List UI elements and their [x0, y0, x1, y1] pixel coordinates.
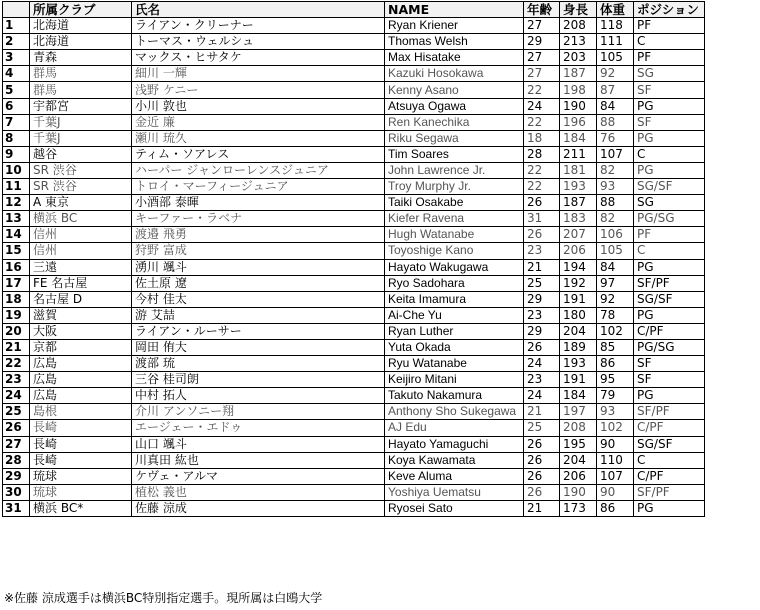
cell-no: 23 [3, 372, 30, 388]
cell-club: 三遠 [30, 259, 132, 275]
cell-name-en: AJ Edu [385, 420, 524, 436]
cell-height: 207 [560, 227, 597, 243]
cell-height: 195 [560, 436, 597, 452]
roster-sheet [2, 1, 705, 517]
cell-position: PG [634, 500, 705, 516]
cell-weight: 90 [597, 484, 634, 500]
table-row [3, 452, 705, 468]
table-row [3, 146, 705, 162]
cell-age: 26 [524, 339, 560, 355]
cell-position: PF [634, 50, 705, 66]
cell-club: 宇都宮 [30, 98, 132, 114]
cell-club: 群馬 [30, 66, 132, 82]
cell-age: 29 [524, 323, 560, 339]
cell-height: 198 [560, 82, 597, 98]
cell-name-ja: 中村 拓人 [132, 388, 385, 404]
cell-position: C [634, 243, 705, 259]
cell-name-ja: 狩野 富成 [132, 243, 385, 259]
table-row [3, 18, 705, 34]
table-row [3, 179, 705, 195]
cell-club: 琉球 [30, 484, 132, 500]
table-row [3, 307, 705, 323]
cell-position: SG/SF [634, 291, 705, 307]
cell-club: 千葉J [30, 130, 132, 146]
cell-age: 22 [524, 179, 560, 195]
cell-position: C/PF [634, 323, 705, 339]
cell-name-en: Hayato Yamaguchi [385, 436, 524, 452]
cell-club: 広島 [30, 388, 132, 404]
header-weight: 体重 [597, 2, 634, 18]
cell-weight: 87 [597, 82, 634, 98]
cell-name-ja: ハーパー ジャンローレンスジュニア [132, 162, 385, 178]
cell-no: 7 [3, 114, 30, 130]
header-position: ポジション [634, 2, 705, 18]
cell-no: 24 [3, 388, 30, 404]
cell-no: 12 [3, 195, 30, 211]
cell-name-ja: エージェー・エドゥ [132, 420, 385, 436]
cell-no: 25 [3, 404, 30, 420]
cell-name-en: Anthony Sho Sukegawa [385, 404, 524, 420]
cell-weight: 93 [597, 179, 634, 195]
roster-body [3, 18, 705, 517]
cell-age: 18 [524, 130, 560, 146]
cell-position: SG/SF [634, 436, 705, 452]
cell-club: 青森 [30, 50, 132, 66]
table-row [3, 420, 705, 436]
cell-height: 206 [560, 243, 597, 259]
table-row [3, 114, 705, 130]
cell-height: 189 [560, 339, 597, 355]
cell-height: 184 [560, 130, 597, 146]
cell-height: 190 [560, 484, 597, 500]
cell-age: 27 [524, 50, 560, 66]
cell-weight: 76 [597, 130, 634, 146]
cell-height: 193 [560, 179, 597, 195]
cell-height: 187 [560, 195, 597, 211]
header-club: 所属クラブ [30, 2, 132, 18]
cell-position: SF [634, 356, 705, 372]
cell-weight: 86 [597, 356, 634, 372]
cell-name-ja: 細川 一輝 [132, 66, 385, 82]
cell-no: 3 [3, 50, 30, 66]
cell-name-en: Hugh Watanabe [385, 227, 524, 243]
cell-no: 20 [3, 323, 30, 339]
cell-club: 横浜 BC* [30, 500, 132, 516]
cell-name-ja: 介川 アンソニー翔 [132, 404, 385, 420]
cell-age: 31 [524, 211, 560, 227]
cell-name-ja: 佐藤 涼成 [132, 500, 385, 516]
cell-weight: 102 [597, 323, 634, 339]
cell-position: PG [634, 388, 705, 404]
table-row [3, 404, 705, 420]
footnote: ※佐藤 涼成選手は横浜BC特別指定選手。現所属は白鴎大学 [4, 591, 323, 605]
cell-weight: 118 [597, 18, 634, 34]
cell-club: 長崎 [30, 436, 132, 452]
cell-club: 北海道 [30, 18, 132, 34]
cell-name-ja: ライアン・クリーナー [132, 18, 385, 34]
cell-club: 京都 [30, 339, 132, 355]
cell-club: A 東京 [30, 195, 132, 211]
cell-no: 16 [3, 259, 30, 275]
table-row [3, 323, 705, 339]
cell-club: SR 渋谷 [30, 162, 132, 178]
table-row [3, 50, 705, 66]
cell-no: 8 [3, 130, 30, 146]
header-name-ja: 氏名 [132, 2, 385, 18]
cell-weight: 107 [597, 468, 634, 484]
cell-name-ja: 渡部 琉 [132, 356, 385, 372]
cell-name-ja: 山口 颯斗 [132, 436, 385, 452]
cell-name-ja: キーファー・ラベナ [132, 211, 385, 227]
cell-no: 29 [3, 468, 30, 484]
cell-age: 25 [524, 275, 560, 291]
table-row [3, 66, 705, 82]
cell-name-en: Ryosei Sato [385, 500, 524, 516]
cell-weight: 93 [597, 404, 634, 420]
cell-position: SG [634, 66, 705, 82]
cell-age: 27 [524, 66, 560, 82]
cell-name-en: John Lawrence Jr. [385, 162, 524, 178]
cell-height: 196 [560, 114, 597, 130]
cell-position: PG [634, 130, 705, 146]
cell-name-ja: 川真田 紘也 [132, 452, 385, 468]
cell-weight: 88 [597, 195, 634, 211]
cell-name-ja: 金近 廉 [132, 114, 385, 130]
table-row [3, 259, 705, 275]
cell-no: 28 [3, 452, 30, 468]
table-row [3, 98, 705, 114]
cell-name-en: Max Hisatake [385, 50, 524, 66]
cell-age: 28 [524, 146, 560, 162]
cell-name-en: Kiefer Ravena [385, 211, 524, 227]
cell-name-en: Takuto Nakamura [385, 388, 524, 404]
cell-name-ja: 游 艾喆 [132, 307, 385, 323]
table-row [3, 34, 705, 50]
cell-height: 197 [560, 404, 597, 420]
table-row [3, 356, 705, 372]
cell-height: 173 [560, 500, 597, 516]
cell-position: C/PF [634, 468, 705, 484]
cell-weight: 95 [597, 372, 634, 388]
cell-name-ja: 岡田 侑大 [132, 339, 385, 355]
cell-no: 17 [3, 275, 30, 291]
cell-height: 211 [560, 146, 597, 162]
cell-name-ja: 小川 敦也 [132, 98, 385, 114]
table-row [3, 500, 705, 516]
cell-weight: 90 [597, 436, 634, 452]
cell-club: 千葉J [30, 114, 132, 130]
cell-position: SF/PF [634, 404, 705, 420]
header-name-en: NAME [385, 2, 524, 18]
cell-club: 北海道 [30, 34, 132, 50]
cell-age: 22 [524, 162, 560, 178]
cell-weight: 97 [597, 275, 634, 291]
cell-height: 204 [560, 323, 597, 339]
cell-position: PF [634, 18, 705, 34]
cell-position: SF [634, 114, 705, 130]
table-row [3, 82, 705, 98]
cell-name-en: Tim Soares [385, 146, 524, 162]
cell-club: 長崎 [30, 420, 132, 436]
cell-height: 204 [560, 452, 597, 468]
cell-age: 22 [524, 82, 560, 98]
cell-name-ja: 湧川 颯斗 [132, 259, 385, 275]
cell-weight: 88 [597, 114, 634, 130]
cell-position: C [634, 452, 705, 468]
cell-name-en: Keve Aluma [385, 468, 524, 484]
cell-height: 213 [560, 34, 597, 50]
cell-height: 193 [560, 356, 597, 372]
cell-name-en: Ryu Watanabe [385, 356, 524, 372]
cell-no: 31 [3, 500, 30, 516]
cell-no: 15 [3, 243, 30, 259]
cell-position: PG [634, 98, 705, 114]
cell-position: PG [634, 259, 705, 275]
cell-name-ja: 浅野 ケニー [132, 82, 385, 98]
cell-club: SR 渋谷 [30, 179, 132, 195]
cell-name-en: Keita Imamura [385, 291, 524, 307]
cell-height: 180 [560, 307, 597, 323]
cell-no: 4 [3, 66, 30, 82]
table-row [3, 339, 705, 355]
cell-name-ja: トロイ・マーフィージュニア [132, 179, 385, 195]
cell-name-en: Koya Kawamata [385, 452, 524, 468]
cell-club: 信州 [30, 227, 132, 243]
table-row [3, 130, 705, 146]
cell-club: 横浜 BC [30, 211, 132, 227]
cell-name-ja: 瀬川 琉久 [132, 130, 385, 146]
cell-no: 14 [3, 227, 30, 243]
cell-position: PG [634, 162, 705, 178]
cell-name-ja: 小酒部 泰暉 [132, 195, 385, 211]
cell-height: 187 [560, 66, 597, 82]
cell-name-en: Atsuya Ogawa [385, 98, 524, 114]
cell-no: 9 [3, 146, 30, 162]
cell-age: 24 [524, 356, 560, 372]
cell-weight: 102 [597, 420, 634, 436]
cell-name-ja: 三谷 桂司朗 [132, 372, 385, 388]
cell-club: 大阪 [30, 323, 132, 339]
cell-no: 19 [3, 307, 30, 323]
cell-club: 名古屋 D [30, 291, 132, 307]
cell-club: FE 名古屋 [30, 275, 132, 291]
cell-name-ja: 植松 義也 [132, 484, 385, 500]
cell-position: C/PF [634, 420, 705, 436]
cell-height: 190 [560, 98, 597, 114]
cell-position: SF [634, 82, 705, 98]
cell-age: 21 [524, 500, 560, 516]
cell-club: 広島 [30, 356, 132, 372]
header-no [3, 2, 30, 18]
cell-height: 184 [560, 388, 597, 404]
table-row [3, 195, 705, 211]
cell-height: 194 [560, 259, 597, 275]
cell-height: 191 [560, 372, 597, 388]
cell-name-ja: ケヴェ・アルマ [132, 468, 385, 484]
cell-name-ja: 佐土原 遼 [132, 275, 385, 291]
cell-position: SF/PF [634, 275, 705, 291]
cell-name-en: Keijiro Mitani [385, 372, 524, 388]
cell-no: 6 [3, 98, 30, 114]
cell-position: SF [634, 372, 705, 388]
cell-height: 183 [560, 211, 597, 227]
cell-age: 26 [524, 227, 560, 243]
cell-weight: 92 [597, 66, 634, 82]
cell-name-en: Troy Murphy Jr. [385, 179, 524, 195]
cell-club: 広島 [30, 372, 132, 388]
cell-weight: 79 [597, 388, 634, 404]
cell-name-ja: マックス・ヒサタケ [132, 50, 385, 66]
cell-weight: 92 [597, 291, 634, 307]
cell-age: 26 [524, 436, 560, 452]
cell-age: 22 [524, 114, 560, 130]
cell-name-en: Ren Kanechika [385, 114, 524, 130]
cell-club: 島根 [30, 404, 132, 420]
cell-no: 10 [3, 162, 30, 178]
cell-no: 13 [3, 211, 30, 227]
cell-age: 26 [524, 468, 560, 484]
cell-position: SG/SF [634, 179, 705, 195]
cell-weight: 84 [597, 259, 634, 275]
cell-no: 18 [3, 291, 30, 307]
cell-height: 191 [560, 291, 597, 307]
cell-name-en: Ryo Sadohara [385, 275, 524, 291]
cell-age: 26 [524, 195, 560, 211]
cell-position: SG [634, 195, 705, 211]
cell-position: PF [634, 227, 705, 243]
cell-weight: 107 [597, 146, 634, 162]
cell-weight: 84 [597, 98, 634, 114]
table-row [3, 484, 705, 500]
cell-weight: 105 [597, 50, 634, 66]
cell-name-en: Riku Segawa [385, 130, 524, 146]
table-row [3, 388, 705, 404]
cell-weight: 106 [597, 227, 634, 243]
cell-no: 26 [3, 420, 30, 436]
cell-position: PG/SG [634, 339, 705, 355]
cell-age: 29 [524, 291, 560, 307]
cell-name-en: Hayato Wakugawa [385, 259, 524, 275]
cell-age: 29 [524, 34, 560, 50]
table-row [3, 291, 705, 307]
cell-name-en: Yoshiya Uematsu [385, 484, 524, 500]
table-row [3, 162, 705, 178]
cell-weight: 86 [597, 500, 634, 516]
header-height: 身長 [560, 2, 597, 18]
cell-no: 11 [3, 179, 30, 195]
cell-position: PG [634, 307, 705, 323]
header-age: 年齢 [524, 2, 560, 18]
cell-age: 24 [524, 388, 560, 404]
cell-age: 26 [524, 452, 560, 468]
cell-position: PG/SG [634, 211, 705, 227]
table-row [3, 468, 705, 484]
cell-name-ja: ライアン・ルーサー [132, 323, 385, 339]
cell-no: 21 [3, 339, 30, 355]
cell-club: 越谷 [30, 146, 132, 162]
cell-age: 21 [524, 404, 560, 420]
cell-no: 27 [3, 436, 30, 452]
table-row [3, 227, 705, 243]
roster-table [2, 1, 705, 517]
cell-club: 滋賀 [30, 307, 132, 323]
cell-name-ja: トーマス・ウェルシュ [132, 34, 385, 50]
cell-club: 長崎 [30, 452, 132, 468]
cell-name-en: Taiki Osakabe [385, 195, 524, 211]
cell-age: 27 [524, 18, 560, 34]
cell-club: 琉球 [30, 468, 132, 484]
cell-height: 192 [560, 275, 597, 291]
cell-age: 21 [524, 259, 560, 275]
cell-weight: 78 [597, 307, 634, 323]
table-row [3, 243, 705, 259]
cell-age: 25 [524, 420, 560, 436]
cell-weight: 105 [597, 243, 634, 259]
cell-name-en: Ai-Che Yu [385, 307, 524, 323]
table-row [3, 275, 705, 291]
cell-height: 181 [560, 162, 597, 178]
cell-name-ja: 今村 佳太 [132, 291, 385, 307]
cell-position: C [634, 146, 705, 162]
cell-age: 23 [524, 307, 560, 323]
cell-age: 24 [524, 98, 560, 114]
cell-no: 30 [3, 484, 30, 500]
cell-name-en: Yuta Okada [385, 339, 524, 355]
cell-name-en: Ryan Luther [385, 323, 524, 339]
cell-height: 206 [560, 468, 597, 484]
cell-age: 23 [524, 372, 560, 388]
table-row [3, 372, 705, 388]
cell-no: 2 [3, 34, 30, 50]
cell-weight: 111 [597, 34, 634, 50]
table-row [3, 436, 705, 452]
cell-name-en: Thomas Welsh [385, 34, 524, 50]
cell-club: 信州 [30, 243, 132, 259]
cell-weight: 82 [597, 211, 634, 227]
cell-height: 203 [560, 50, 597, 66]
cell-height: 208 [560, 420, 597, 436]
cell-height: 208 [560, 18, 597, 34]
cell-age: 23 [524, 243, 560, 259]
cell-name-en: Kenny Asano [385, 82, 524, 98]
cell-name-en: Kazuki Hosokawa [385, 66, 524, 82]
cell-position: C [634, 34, 705, 50]
cell-weight: 82 [597, 162, 634, 178]
cell-name-ja: ティム・ソアレス [132, 146, 385, 162]
cell-name-en: Ryan Kriener [385, 18, 524, 34]
cell-weight: 85 [597, 339, 634, 355]
cell-position: SF/PF [634, 484, 705, 500]
cell-age: 26 [524, 484, 560, 500]
cell-weight: 110 [597, 452, 634, 468]
cell-no: 5 [3, 82, 30, 98]
cell-name-en: Toyoshige Kano [385, 243, 524, 259]
cell-no: 22 [3, 356, 30, 372]
cell-no: 1 [3, 18, 30, 34]
header-row [3, 2, 705, 18]
table-row [3, 211, 705, 227]
cell-club: 群馬 [30, 82, 132, 98]
cell-name-ja: 渡邉 飛勇 [132, 227, 385, 243]
